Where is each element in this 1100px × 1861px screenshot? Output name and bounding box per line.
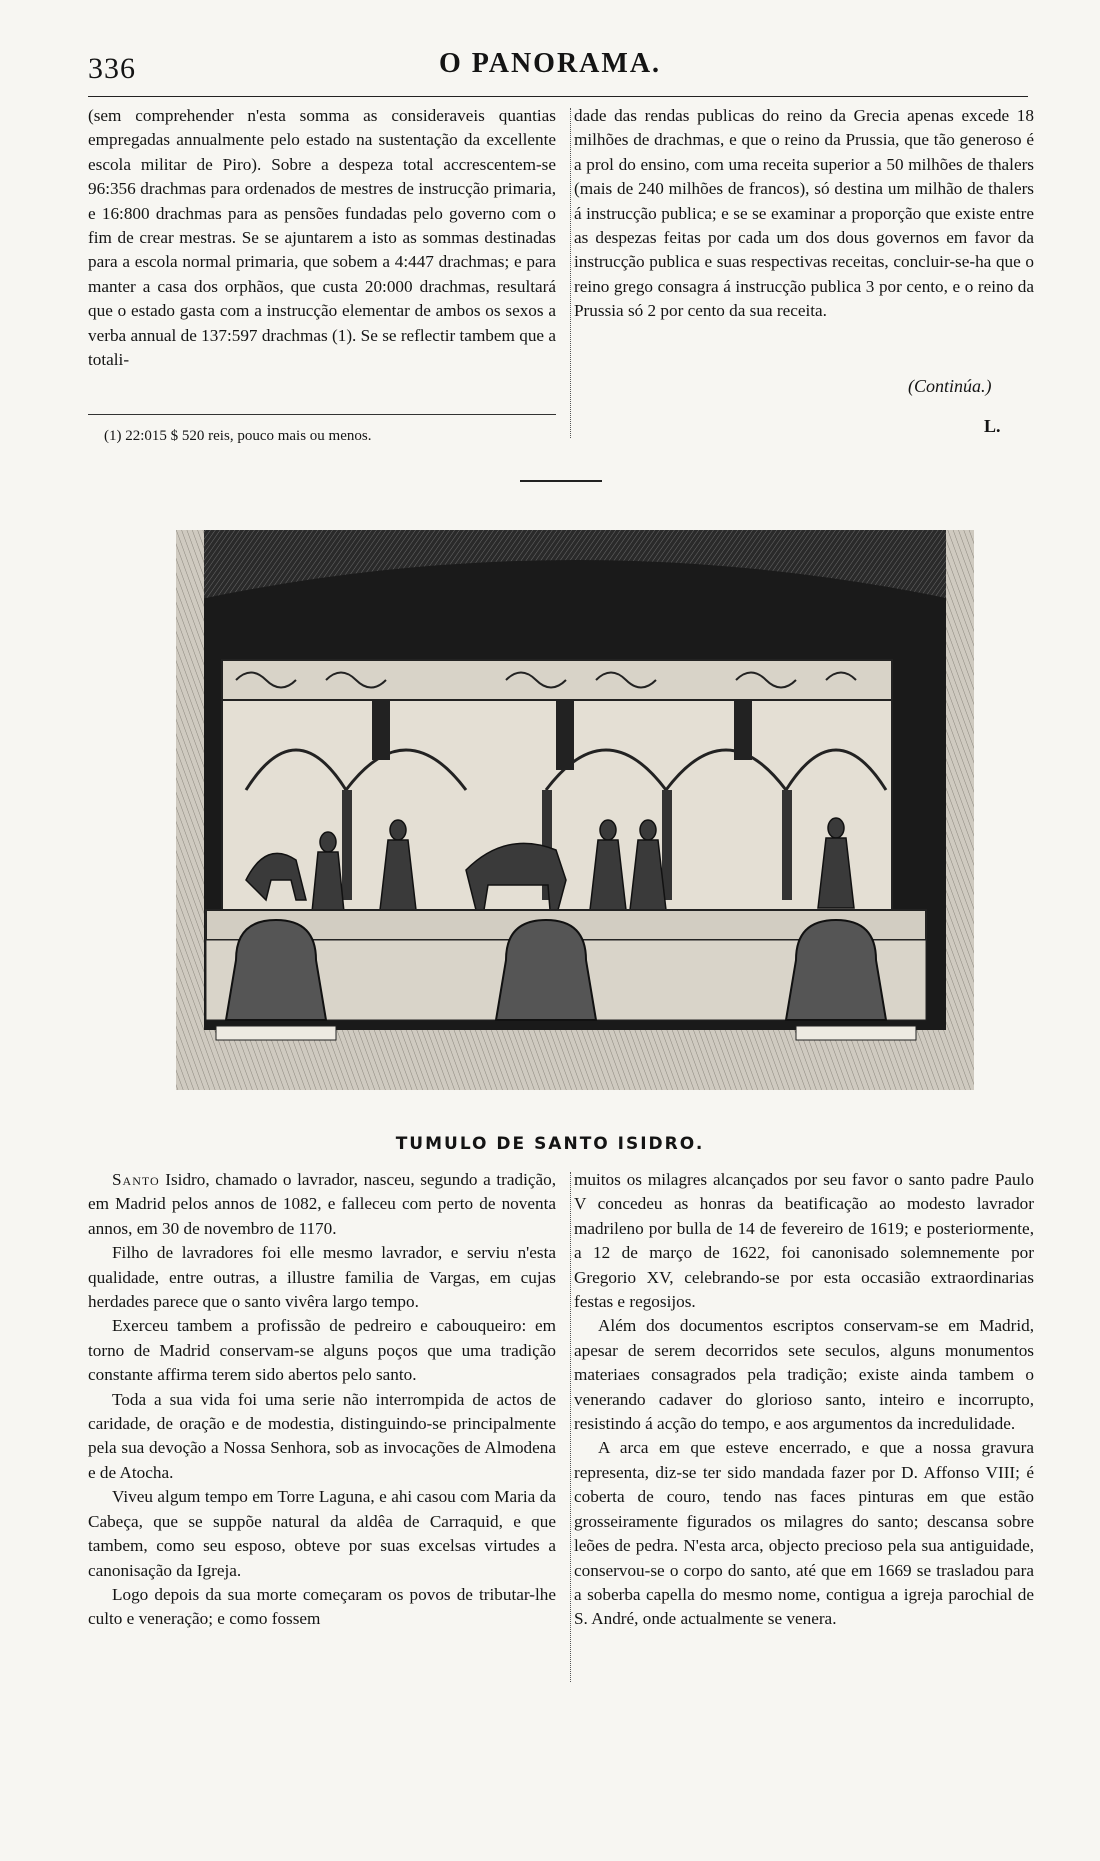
- paragraph: Filho de lavradores foi elle mesmo lavrador, e serviu n'esta qualidade, entre outras, a illustre familia de Vargas, em cujas herdades parece que o santo vivêra largo tempo.: [88, 1243, 556, 1312]
- bottom-left-column: [88, 1168, 556, 1632]
- paragraph: Logo depois da sua morte começaram os povos de tributar-lhe culto e veneração; e como fossem: [88, 1584, 556, 1629]
- section-rule: [520, 480, 602, 482]
- tomb-engraving: [176, 530, 974, 1090]
- paragraph: Viveu algum tempo em Torre Laguna, e ahi casou com Maria da Cabeça, que se suppõe natural da aldêa de Carraquid, e que tambem, como seu esposo, obteve por suas excelsas virtudes a canonisação da Igreja.: [88, 1487, 556, 1580]
- author-initial: L.: [984, 416, 1001, 436]
- top-right-column: [574, 104, 1034, 324]
- header-rule: [88, 96, 1028, 97]
- left-frame: [176, 530, 204, 1090]
- paragraph-lead: Santo: [112, 1170, 160, 1189]
- top-left-paragraph: (sem comprehender n'esta somma as consideraveis quantias empregadas annualmente pelo estado na sustentação da excellente escola militar de Piro). Sobre a despeza total accrescentem-se 96:356 drachmas para ordenados de mestres de instrucção primaria, e 16:800 drachmas para as pensões fundadas pelo governo com o fim de crear mestras. Se se ajuntarem a isto as sommas destinadas para a escola normal primaria, que sobem a 4:447 drachmas; e para manter a casa dos orphãos, que custa 20:000 drachmas, resultará que o estado gasta com a instrucção elementar de ambos os sexos a verba annual de 137:597 drachmas (1). Se se reflectir tambem que a totali-: [88, 106, 556, 370]
- top-right-paragraph: dade das rendas publicas do reino da Grecia apenas excede 18 milhões de drachmas, e que o reino da Prussia, que tão generoso é a prol do ensino, com uma receita superior a 50 milhões de thalers (mais de 240 milhões de francos), só destina um milhão de thalers á instrucção publica; e se se examinar a proporção que existe entre as despezas feitas por cada um dos dous governos em favor da instrucção publica e suas respectivas receitas, concluir-se-ha que o reino grego consagra á instrucção publica 3 por cento, e o reino da Prussia só 2 por cento da sua receita.: [574, 106, 1034, 321]
- paragraph: [88, 1168, 556, 1241]
- chest-frieze: [222, 660, 892, 700]
- top-column-separator: [570, 108, 571, 438]
- page-number: 336: [88, 52, 136, 85]
- right-frame: [946, 530, 974, 1090]
- paragraph: A arca em que esteve encerrado, e que a nossa gravura representa, diz-se ter sido mandada fazer por D. Affonso VIII; é coberta de couro, tendo nas faces pinturas em que estão grosseiramente figurados os milagres do santo; descansa sobre leões de pedra. N'esta arca, objecto precioso pela sua antiguidade, conservou-se o corpo do santo, até que em 1669 se trasladou para a soberba capella do mesmo nome, contigua a igreja parochial de S. André, onde actualmente se venera.: [574, 1438, 1034, 1629]
- top-left-column: [88, 104, 556, 372]
- footnote-rule: [88, 414, 556, 415]
- footnote: (1) 22:015 $ 520 reis, pouco mais ou menos.: [104, 428, 372, 444]
- lion-pedestal-left: [216, 1026, 336, 1040]
- paragraph: Além dos documentos escriptos conservam-se em Madrid, apesar de serem decorridos sete seculos, alguns monumentos materiaes consagrados pela tradição; existe ainda tambem o venerando cadaver do glorioso santo, inteiro e incorrupto, resistindo á acção do tempo, e aos argumentos da incredulidade.: [574, 1316, 1034, 1434]
- continua-note: (Continúa.): [908, 376, 992, 396]
- paragraph: muitos os milagres alcançados por seu favor o santo padre Paulo V concedeu as honras da beatificação ao modesto lavrador madrileno por bulla de 14 de fevereiro de 1619; e posteriormente, a 12 de março de 1622, foi canonisado solemnemente por Gregorio XV, celebrando-se por esta occasião extraordinarias festas e regosijos.: [574, 1170, 1034, 1312]
- paragraph-text: Isidro, chamado o lavrador, nasceu, segundo a tradição, em Madrid pelos annos de 1082, e falleceu com perto de noventa annos, em 30 de novembro de 1170.: [88, 1170, 556, 1238]
- bottom-right-column: [574, 1168, 1034, 1632]
- paragraph: Exerceu tambem a profissão de pedreiro e cabouqueiro: em torno de Madrid conservam-se alguns poços que uma tradição constante affirma terem sido abertos pelo santo.: [88, 1316, 556, 1385]
- figure-caption: TUMULO DE SANTO ISIDRO.: [395, 1134, 705, 1154]
- lion-pedestal-right: [796, 1026, 916, 1040]
- paragraph: Toda a sua vida foi uma serie não interrompida de actos de caridade, de oração e de modestia, distinguindo-se principalmente pela sua devoção a Nossa Senhora, sob as invocações de Almodena e de Atocha.: [88, 1389, 556, 1482]
- bottom-column-separator: [570, 1172, 571, 1682]
- running-title: O PANORAMA.: [438, 48, 662, 79]
